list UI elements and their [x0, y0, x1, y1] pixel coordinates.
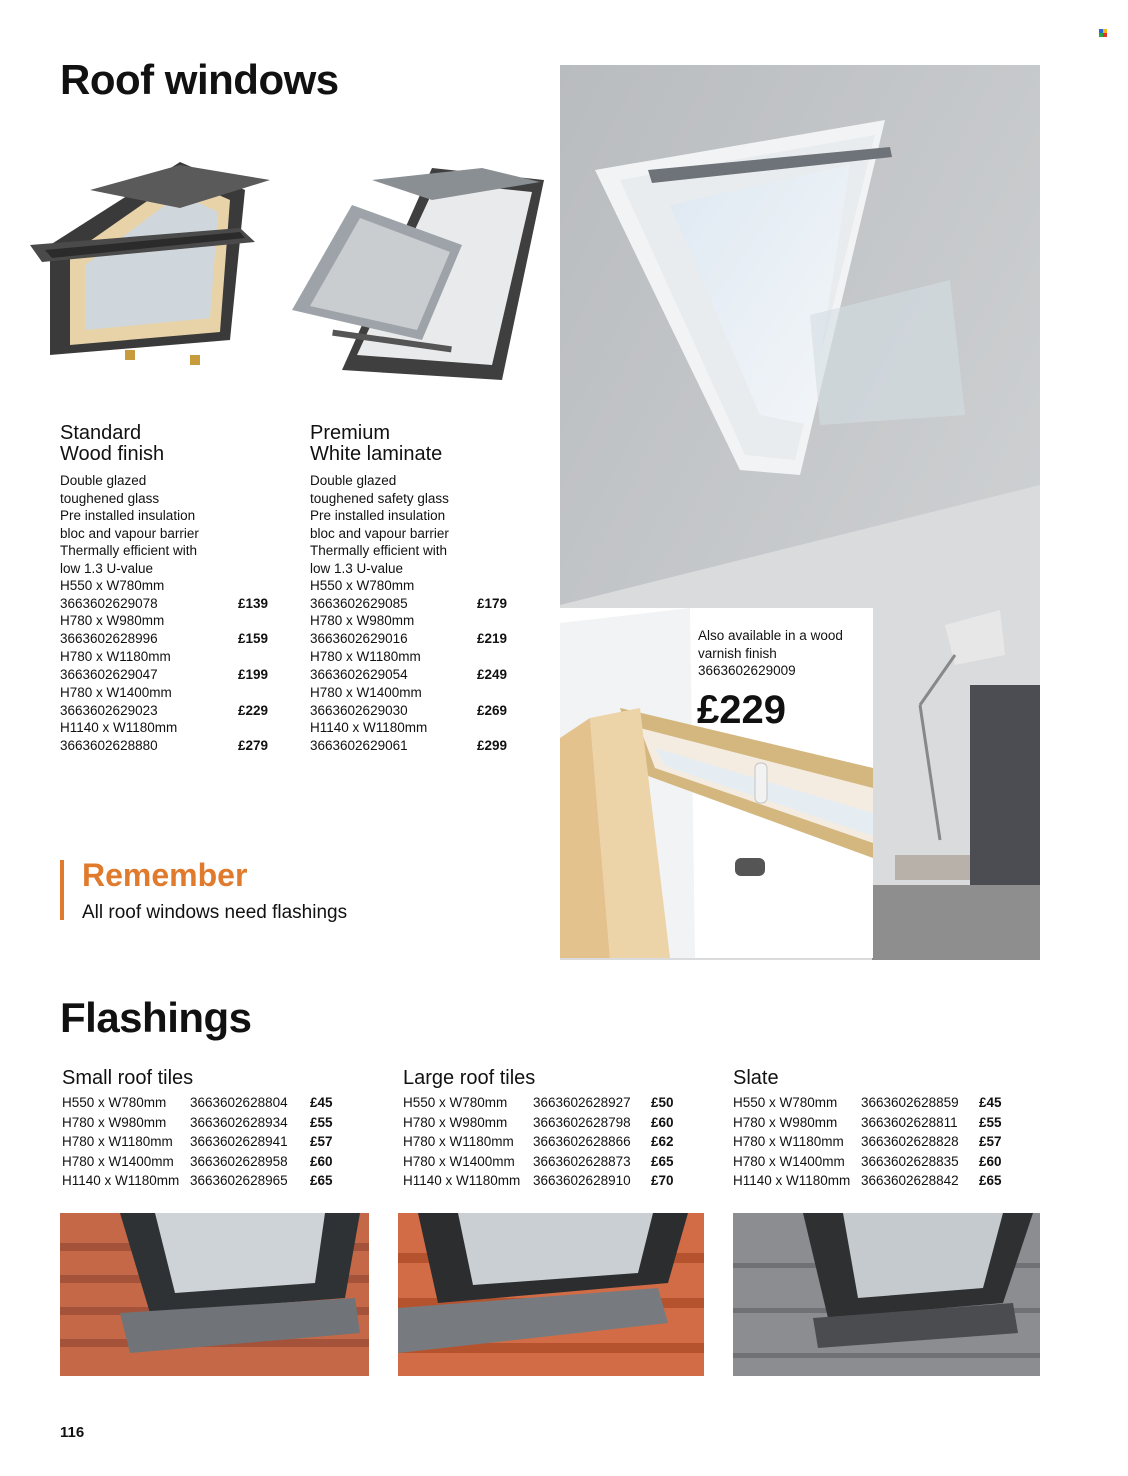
standard-size-row: H780 x W980mm 3663602628996 £159 — [60, 613, 268, 646]
slate-flashing-image — [733, 1213, 1040, 1376]
varnish-price: £229 — [697, 688, 786, 732]
premium-title: Premium White laminate — [310, 422, 443, 465]
standard-size-row: H550 x W780mm 3663602629078 £139 — [60, 578, 268, 611]
standard-size-row: H780 x W1400mm 3663602629023 £229 — [60, 685, 268, 718]
flashing-row: H780 x W1180mm 3663602628866 £62 — [403, 1134, 674, 1149]
premium-size-row: H780 x W1180mm 3663602629054 £249 — [310, 649, 507, 682]
standard-size-row: H1140 x W1180mm 3663602628880 £279 — [60, 720, 268, 753]
flashing-row: H780 x W1400mm 3663602628835 £60 — [733, 1154, 1002, 1169]
premium-size-row: H1140 x W1180mm 3663602629061 £299 — [310, 720, 507, 753]
flashing-row: H780 x W980mm 3663602628811 £55 — [733, 1115, 1002, 1130]
premium-size-row: H780 x W980mm 3663602629016 £219 — [310, 613, 507, 646]
brand-mark-icon — [1099, 29, 1107, 37]
flashing-row: H780 x W1400mm 3663602628958 £60 — [62, 1154, 333, 1169]
flashing-row: H780 x W980mm 3663602628798 £60 — [403, 1115, 674, 1130]
flashings-title: Flashings — [60, 994, 252, 1041]
flashing-row: H780 x W980mm 3663602628934 £55 — [62, 1115, 333, 1130]
remember-text: All roof windows need flashings — [82, 902, 348, 923]
remember-title: Remember — [82, 857, 248, 893]
remember-accent-bar — [60, 860, 64, 920]
flashing-row: H1140 x W1180mm 3663602628842 £65 — [733, 1173, 1002, 1188]
flashing-row: H550 x W780mm 3663602628927 £50 — [403, 1095, 674, 1110]
flashing-group-title: Slate — [733, 1067, 779, 1089]
flashing-group-title: Small roof tiles — [62, 1067, 194, 1089]
flashing-row: H780 x W1180mm 3663602628941 £57 — [62, 1134, 333, 1149]
flashing-row: H780 x W1180mm 3663602628828 £57 — [733, 1134, 1002, 1149]
flashing-row: H1140 x W1180mm 3663602628910 £70 — [403, 1173, 674, 1188]
standard-size-row: H780 x W1180mm 3663602629047 £199 — [60, 649, 268, 682]
flashing-row: H1140 x W1180mm 3663602628965 £65 — [62, 1173, 333, 1188]
page-number: 116 — [60, 1424, 85, 1441]
premium-window-image — [282, 160, 552, 385]
flashing-row: H780 x W1400mm 3663602628873 £65 — [403, 1154, 674, 1169]
varnish-text: Also available in a wood varnish finish 3663602629009 — [698, 628, 843, 678]
flashing-group-title: Large roof tiles — [403, 1067, 536, 1089]
flashing-row: H550 x W780mm 3663602628859 £45 — [733, 1095, 1002, 1110]
standard-title: Standard Wood finish — [60, 422, 165, 465]
standard-window-image — [30, 150, 280, 375]
page-title: Roof windows — [60, 56, 339, 103]
flashing-row: H550 x W780mm 3663602628804 £45 — [62, 1095, 333, 1110]
premium-features: Double glazed toughened safety glass Pre installed insulation bloc and vapour barrier Thermally efficient with low 1.3 U-value — [310, 473, 449, 576]
standard-features: Double glazed toughened glass Pre installed insulation bloc and vapour barrier Thermally efficient with low 1.3 U-value — [60, 473, 199, 576]
premium-size-row: H780 x W1400mm 3663602629030 £269 — [310, 685, 507, 718]
large-tiles-flashing-image — [398, 1213, 704, 1376]
small-tiles-flashing-image — [60, 1213, 369, 1376]
premium-size-row: H550 x W780mm 3663602629085 £179 — [310, 578, 507, 611]
